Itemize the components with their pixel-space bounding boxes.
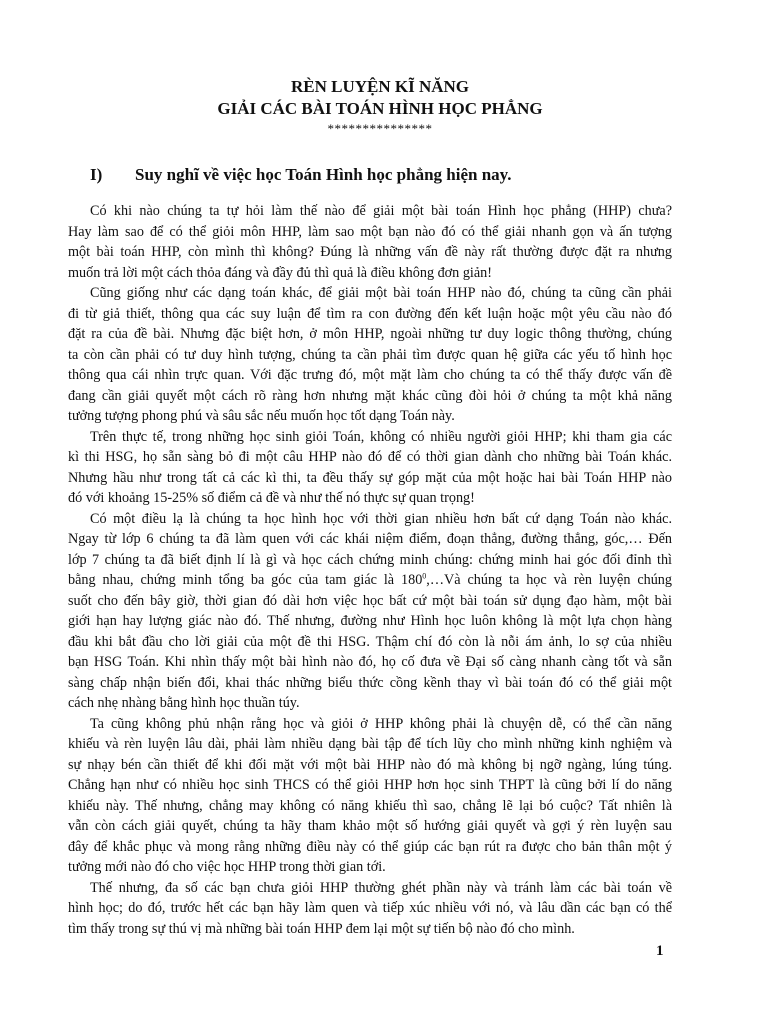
text-line: lớp 7 chúng ta đã biết định lí là gì và học cách chứng minh chúng: chứng minh hai góc đối đỉnh thì (68, 551, 672, 568)
section-heading (90, 164, 512, 186)
text-line: sàng chấp nhận biến đổi, khai thác những biểu thức cồng kềnh thay vì bài toán đó có thể giải một (68, 674, 672, 691)
document-title-line-2: GIẢI CÁC BÀI TOÁN HÌNH HỌC PHẲNG (217, 99, 543, 118)
paragraph (68, 201, 672, 283)
text-line: tưởng mới nào đó cho việc học HHP trong thời gian tới. (68, 859, 386, 875)
text-line: tưởng tượng phong phú và sâu sắc nếu muốn học tốt dạng Toán này. (68, 408, 455, 424)
text-line: một bài toán HHP, còn mình thì không? Đúng là những vấn đề này rất thường được đặt ra nhưng (68, 244, 672, 260)
text-line: sự nhạy bén cần thiết để khi đối mặt với một bài HHP nào đó mà không bị ngỡ ngàng, lúng túng. (68, 756, 672, 773)
paragraph (68, 427, 672, 509)
text-segment: bằng nhau, chứng minh tổng ba góc của tam giác là 180 (68, 572, 423, 588)
paragraph (68, 714, 672, 878)
degree-superscript: 0 (422, 571, 427, 581)
document-title-line-1: RÈN LUYỆN KĨ NĂNG (290, 77, 470, 96)
text-line: hình học; do đó, trước hết các bạn hãy làm quen và tiếp xúc nhiều với nó, và lâu dần các bạn có thể (68, 900, 672, 916)
text-line: Nhưng hầu như trong tất cả các kì thi, ta đều thấy sự góp mặt của một hoặc hai bài Toán HHP nào (68, 469, 672, 486)
text-line: muốn trả lời một cách thỏa đáng và đầy đủ thì quả là điều không đơn giản! (68, 264, 492, 281)
paragraph (68, 283, 672, 427)
document-body (68, 201, 672, 939)
text-line: đang cần giải quyết một cách rõ ràng hơn nhưng mặt khác cũng đòi hỏi ở chúng ta một khả năng (68, 387, 672, 404)
text-line: Thế nhưng, đa số các bạn chưa giỏi HHP thường ghét phần này và tránh làm các bài toán về (90, 879, 672, 896)
text-line: tìm thấy trong sự thú vị mà những bài toán HHP đem lại một sự tiến bộ nào đó cho mình. (68, 920, 575, 937)
text-line: giới hạn hay lượng giác nào đó. Thế nhưng, đường như Hình học luôn không là một lựa chọn hàng (68, 613, 672, 629)
section-number: I) (90, 165, 103, 184)
text-line: đó với khoảng 15-25% số điểm cả đề và như thế nó thực sự quan trọng! (68, 490, 475, 506)
title-separator: *************** (327, 121, 433, 136)
text-line: Trên thực tế, trong những học sinh giỏi Toán, không có nhiều người giỏi HHP; khi tham gia các (90, 428, 672, 445)
text-line: bạn HSG Toán. Khi nhìn thấy một bài hình nào đó, họ cố đưa về Đại số càng nhanh càng tốt và sẵn (68, 654, 672, 670)
text-line: đầu khi bắt đầu cho lời giải của một đề thi HSG. Thậm chí đó còn là nỗi ám ảnh, lo sợ của nhiều (68, 633, 672, 650)
text-line: cách nhẹ nhàng bằng hình học thuần túy. (68, 695, 300, 711)
section-heading-text: Suy nghĩ về việc học Toán Hình học phẳng hiện nay. (135, 165, 512, 184)
text-line: đi từ giả thiết, thông qua các suy luận để tìm ra con đường đến kết luận hoặc một yêu cầu nào đó (68, 305, 672, 322)
text-line: đặt ra của đề bài. Nhưng đặc biệt hơn, ở môn HHP, ngoài những tư duy logic thông thường, chúng (68, 326, 672, 342)
text-line: Ngay từ lớp 6 chúng ta đã làm quen với các khái niệm điểm, đoạn thẳng, đường thẳng, góc,… Đến (68, 531, 672, 547)
text-line (68, 570, 672, 591)
text-line: ta còn cần phải có tư duy hình tượng, chúng ta cần phải tìm được quan hệ giữa các yếu tố hình học (68, 346, 672, 363)
text-line: kì thi HSG, họ sẵn sàng bỏ đi một câu HHP nào đó để có thời gian dành cho những bài Toán khác. (68, 449, 672, 465)
text-line: Có một điều lạ là chúng ta học hình học với thời gian nhiều hơn bất cứ dạng Toán nào khác. (90, 510, 672, 527)
text-line: Ta cũng không phủ nhận rằng học và giỏi ở HHP không phải là chuyện dễ, có thể cần năng (90, 715, 672, 732)
text-line: suốt cho đến bây giờ, thời gian đó dài hơn việc học bất cứ một bài toán sử dụng đạo hàm, một bài (68, 592, 672, 609)
text-line: Có khi nào chúng ta tự hỏi làm thế nào để giải một bài toán Hình học phẳng (HHP) chưa? (90, 203, 672, 219)
text-line: khiếu này. Thế nhưng, chẳng may không có năng khiếu thì sao, chẳng lẽ lại bó cuộc? Tất nhiên là (68, 797, 672, 814)
text-line: Hay làm sao để có thể giỏi môn HHP, làm sao một bạn nào đó có thể giải nhanh gọn và ấn tượng (68, 223, 672, 240)
paragraph (68, 878, 672, 940)
paragraph (68, 509, 672, 714)
page-number: 1 (656, 943, 664, 959)
text-line: vẫn còn cách giải quyết, chúng ta hãy tham khảo một số hướng giải quyết và gợi ý rèn luyện sau (68, 818, 672, 834)
text-line: Chẳng hạn như có nhiều học sinh THCS có thể giỏi HHP hơn học sinh THPT là cũng bởi lí do năng (68, 777, 672, 793)
text-segment: ,…Và chúng ta học và rèn luyện chúng (426, 572, 672, 588)
text-line: thông qua cái nhìn trực quan. Với đặc trưng đó, một mặt làm cho chúng ta có thể thấy được vấn đề (68, 367, 672, 383)
text-line: khiếu và rèn luyện lâu dài, phải làm nhiều dạng bài tập để tích lũy cho mình những kinh nghiệm và (68, 736, 672, 752)
text-line: đây để khắc phục và mong rằng những điều này có thể giúp các bạn rút ra được cho bản thân một ý (68, 838, 672, 855)
text-line: Cũng giống như các dạng toán khác, để giải một bài toán HHP nào đó, chúng ta cũng cần phải (90, 285, 672, 301)
